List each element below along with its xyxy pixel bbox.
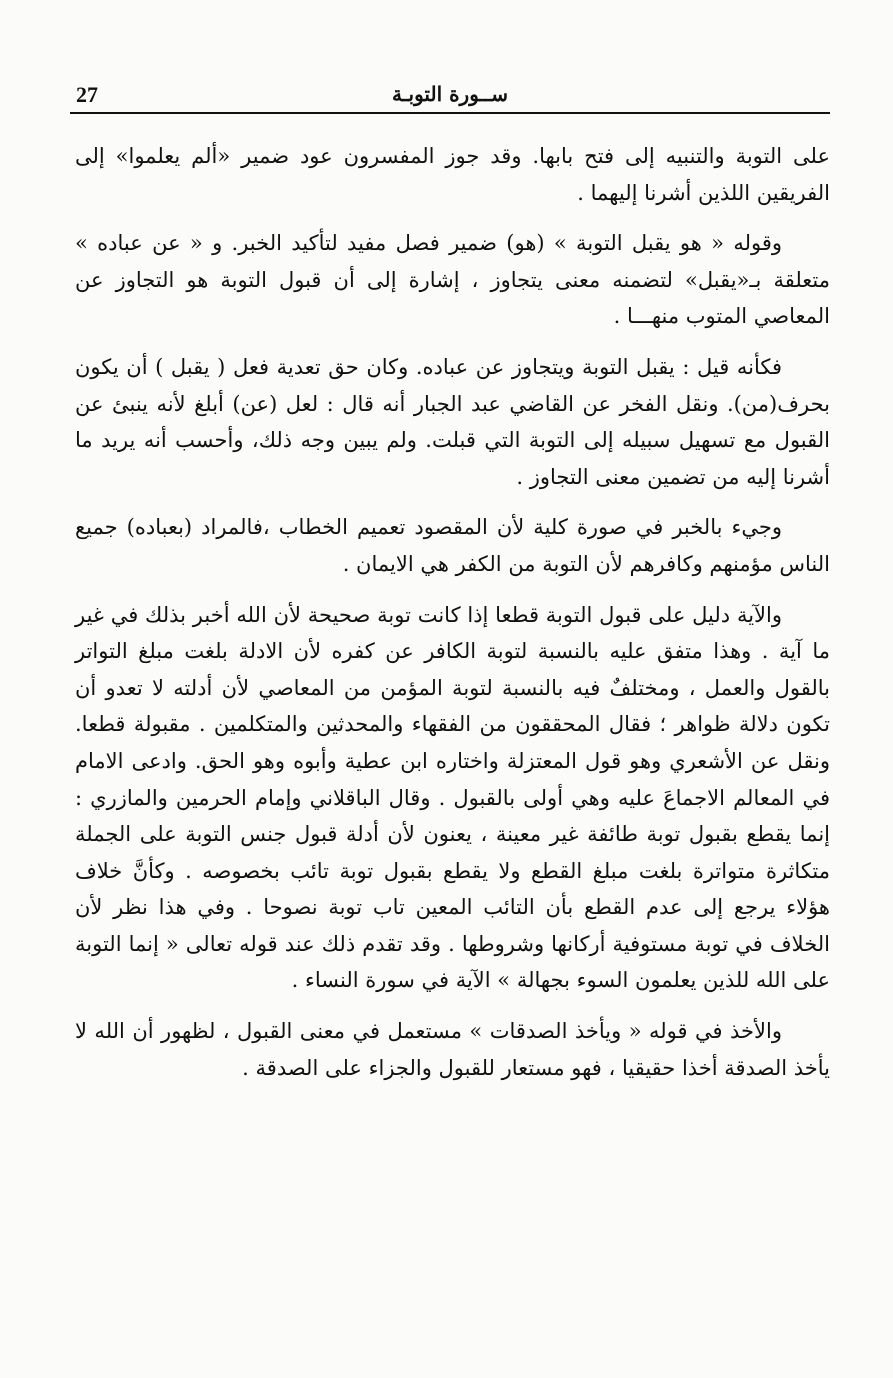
- paragraph: وجيء بالخبر في صورة كلية لأن المقصود تعميم الخطاب ،فالمراد (بعباده) جميع الناس مؤمنهم وكافرهم لأن التوبة من الكفر هي الايمان .: [75, 515, 830, 576]
- paragraph: والأخذ في قوله « ويأخذ الصدقات » مستعمل في معنى القبول ، لظهور أن الله لا يأخذ الصدقة أخذا حقيقيا ، فهو مستعار للقبول والجزاء على الصدقة .: [75, 1019, 830, 1080]
- page-header: [70, 78, 830, 110]
- paragraph: فكأنه قيل : يقبل التوبة ويتجاوز عن عباده. وكان حق تعدية فعل ( يقبل ) أن يكون بحرف(من). ونقل الفخر عن القاضي عبد الجبار أنه قال : لعل (عن) أبلغ لأنه ينبئ عن القبول مع تسهيل سبيله إلى التوبة التي قبلت. ولم يبين وجه ذلك، وأحسب أنه يريد ما أشرنا إليه من تضمين معنى التجاوز .: [75, 354, 830, 489]
- paragraph: على التوبة والتنبيه إلى فتح بابها. وقد جوز المفسرون عود ضمير «ألم يعلموا» إلى الفريقين اللذين أشرنا إليهما .: [75, 144, 830, 205]
- page-number: 27: [76, 82, 98, 107]
- paragraph: وقوله « هو يقبل التوبة » (هو) ضمير فصل مفيد لتأكيد الخبر. و « عن عباده » متعلقة بـ«يقبل» لتضمنه معنى يتجاوز ، إشارة إلى أن قبول التوبة هو التجاوز عن المعاصي المتوب منهـــا .: [75, 231, 830, 329]
- page-body: [75, 138, 830, 1100]
- header-rule: [70, 112, 830, 114]
- running-title: ســورة التوبـة: [391, 82, 509, 106]
- paragraph: والآية دليل على قبول التوبة قطعا إذا كانت توبة صحيحة لأن الله أخبر بذلك في غير ما آية . وهذا متفق عليه بالنسبة لتوبة الكافر عن كفره لأن الادلة بلغت مبلغ التواتر بالقول والعمل ، ومختلفٌ فيه بالنسبة لتوبة المؤمن من المعاصي لأن أدلته لا تعدو أن تكون دلالة ظواهر ؛ فقال المحققون من الفقهاء والمحدثين والمتكلمين . مقبولة قطعا. ونقل عن الأشعري وهو قول المعتزلة واختاره ابن عطية وأبوه وهو الحق. وادعى الامام في المعالم الاجماعَ عليه وهي أولى بالقبول . وقال الباقلاني وإمام الحرمين والمازري : إنما يقطع بقبول توبة طائفة غير معينة ، يعنون لأن أدلة قبول جنس التوبة على الجملة متكاثرة متواترة بلغت مبلغ القطع ولا يقطع بقبول توبة تائب بخصوصه . وكأنَّ خلاف هؤلاء يرجع إلى عدم القطع بأن التائب المعين تاب توبة نصوحا . وفي هذا نظر لأن الخلاف في توبة مستوفية أركانها وشروطها . وقد تقدم ذلك عند قوله تعالى « إنما التوبة على الله للذين يعلمون السوء بجهالة » الآية في سورة النساء .: [75, 602, 830, 993]
